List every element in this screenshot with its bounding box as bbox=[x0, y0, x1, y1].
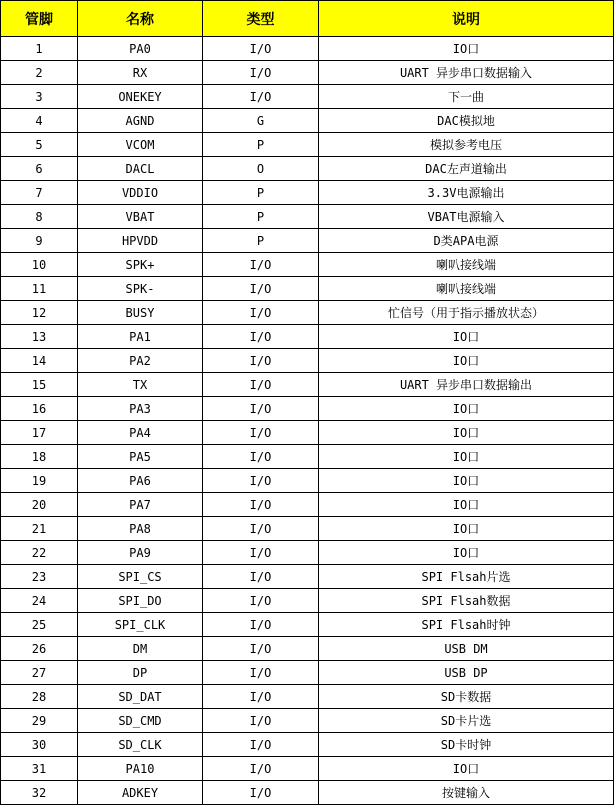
table-row bbox=[1, 229, 614, 253]
cell-pin: 9 bbox=[1, 229, 78, 253]
cell-pin: 5 bbox=[1, 133, 78, 157]
cell-name: PA8 bbox=[78, 517, 203, 541]
table-row bbox=[1, 541, 614, 565]
cell-type: I/O bbox=[203, 757, 319, 781]
cell-name: SPI_CS bbox=[78, 565, 203, 589]
cell-pin: 13 bbox=[1, 325, 78, 349]
cell-type: I/O bbox=[203, 85, 319, 109]
header-description: 说明 bbox=[319, 1, 614, 37]
cell-pin: 24 bbox=[1, 589, 78, 613]
cell-pin: 29 bbox=[1, 709, 78, 733]
table-row bbox=[1, 637, 614, 661]
cell-description: D类APA电源 bbox=[319, 229, 614, 253]
cell-pin: 31 bbox=[1, 757, 78, 781]
cell-pin: 10 bbox=[1, 253, 78, 277]
table-row bbox=[1, 301, 614, 325]
header-row bbox=[1, 1, 614, 37]
cell-type: I/O bbox=[203, 373, 319, 397]
cell-description: 喇叭接线端 bbox=[319, 253, 614, 277]
cell-pin: 32 bbox=[1, 781, 78, 805]
cell-description: 3.3V电源输出 bbox=[319, 181, 614, 205]
table-row bbox=[1, 421, 614, 445]
cell-type: I/O bbox=[203, 733, 319, 757]
cell-description: DAC左声道输出 bbox=[319, 157, 614, 181]
cell-type: I/O bbox=[203, 541, 319, 565]
cell-type: I/O bbox=[203, 397, 319, 421]
cell-pin: 26 bbox=[1, 637, 78, 661]
cell-name: PA6 bbox=[78, 469, 203, 493]
cell-type: I/O bbox=[203, 685, 319, 709]
cell-name: TX bbox=[78, 373, 203, 397]
cell-name: SPI_DO bbox=[78, 589, 203, 613]
cell-pin: 2 bbox=[1, 61, 78, 85]
cell-description: UART 异步串口数据输入 bbox=[319, 61, 614, 85]
cell-pin: 1 bbox=[1, 37, 78, 61]
cell-pin: 15 bbox=[1, 373, 78, 397]
cell-type: O bbox=[203, 157, 319, 181]
cell-description: VBAT电源输入 bbox=[319, 205, 614, 229]
cell-name: SPI_CLK bbox=[78, 613, 203, 637]
cell-name: RX bbox=[78, 61, 203, 85]
cell-pin: 19 bbox=[1, 469, 78, 493]
cell-pin: 23 bbox=[1, 565, 78, 589]
cell-pin: 11 bbox=[1, 277, 78, 301]
cell-type: P bbox=[203, 229, 319, 253]
cell-description: IO口 bbox=[319, 445, 614, 469]
cell-pin: 7 bbox=[1, 181, 78, 205]
cell-name: PA4 bbox=[78, 421, 203, 445]
cell-pin: 4 bbox=[1, 109, 78, 133]
cell-type: I/O bbox=[203, 421, 319, 445]
table-body bbox=[1, 37, 614, 805]
cell-type: I/O bbox=[203, 493, 319, 517]
table-row bbox=[1, 157, 614, 181]
cell-pin: 17 bbox=[1, 421, 78, 445]
table-row bbox=[1, 205, 614, 229]
cell-name: PA10 bbox=[78, 757, 203, 781]
table-row bbox=[1, 469, 614, 493]
cell-name: SPK+ bbox=[78, 253, 203, 277]
cell-description: IO口 bbox=[319, 397, 614, 421]
table-row bbox=[1, 373, 614, 397]
cell-description: SPI Flsah片选 bbox=[319, 565, 614, 589]
cell-name: PA3 bbox=[78, 397, 203, 421]
cell-type: I/O bbox=[203, 301, 319, 325]
cell-type: I/O bbox=[203, 517, 319, 541]
cell-description: SD卡时钟 bbox=[319, 733, 614, 757]
cell-pin: 25 bbox=[1, 613, 78, 637]
table-row bbox=[1, 109, 614, 133]
cell-type: P bbox=[203, 181, 319, 205]
cell-type: I/O bbox=[203, 565, 319, 589]
cell-pin: 30 bbox=[1, 733, 78, 757]
cell-type: I/O bbox=[203, 661, 319, 685]
cell-description: IO口 bbox=[319, 325, 614, 349]
cell-type: P bbox=[203, 205, 319, 229]
cell-description: SD卡片选 bbox=[319, 709, 614, 733]
header-type: 类型 bbox=[203, 1, 319, 37]
cell-type: I/O bbox=[203, 37, 319, 61]
cell-name: DACL bbox=[78, 157, 203, 181]
cell-description: IO口 bbox=[319, 517, 614, 541]
cell-type: I/O bbox=[203, 445, 319, 469]
cell-description: IO口 bbox=[319, 349, 614, 373]
cell-description: SPI Flsah时钟 bbox=[319, 613, 614, 637]
cell-name: VDDIO bbox=[78, 181, 203, 205]
table-row bbox=[1, 133, 614, 157]
cell-description: 模拟参考电压 bbox=[319, 133, 614, 157]
cell-description: 喇叭接线端 bbox=[319, 277, 614, 301]
cell-description: 下一曲 bbox=[319, 85, 614, 109]
cell-description: DAC模拟地 bbox=[319, 109, 614, 133]
cell-type: I/O bbox=[203, 589, 319, 613]
cell-name: PA5 bbox=[78, 445, 203, 469]
table-row bbox=[1, 181, 614, 205]
cell-type: I/O bbox=[203, 277, 319, 301]
cell-name: DP bbox=[78, 661, 203, 685]
cell-name: DM bbox=[78, 637, 203, 661]
table-row bbox=[1, 661, 614, 685]
table-row bbox=[1, 253, 614, 277]
cell-description: 按键输入 bbox=[319, 781, 614, 805]
cell-pin: 18 bbox=[1, 445, 78, 469]
table-row bbox=[1, 733, 614, 757]
table-row bbox=[1, 37, 614, 61]
cell-pin: 8 bbox=[1, 205, 78, 229]
cell-type: I/O bbox=[203, 325, 319, 349]
cell-pin: 20 bbox=[1, 493, 78, 517]
table-row bbox=[1, 709, 614, 733]
table-row bbox=[1, 349, 614, 373]
cell-type: P bbox=[203, 133, 319, 157]
cell-name: PA0 bbox=[78, 37, 203, 61]
cell-name: HPVDD bbox=[78, 229, 203, 253]
cell-name: SD_CMD bbox=[78, 709, 203, 733]
cell-pin: 12 bbox=[1, 301, 78, 325]
table-row bbox=[1, 565, 614, 589]
cell-name: PA9 bbox=[78, 541, 203, 565]
cell-pin: 21 bbox=[1, 517, 78, 541]
table-row bbox=[1, 325, 614, 349]
cell-pin: 16 bbox=[1, 397, 78, 421]
table-row bbox=[1, 445, 614, 469]
cell-pin: 28 bbox=[1, 685, 78, 709]
table-row bbox=[1, 757, 614, 781]
cell-type: I/O bbox=[203, 781, 319, 805]
cell-description: USB DM bbox=[319, 637, 614, 661]
cell-name: VBAT bbox=[78, 205, 203, 229]
table-row bbox=[1, 517, 614, 541]
cell-description: IO口 bbox=[319, 421, 614, 445]
cell-name: PA7 bbox=[78, 493, 203, 517]
cell-description: USB DP bbox=[319, 661, 614, 685]
cell-description: IO口 bbox=[319, 493, 614, 517]
cell-type: I/O bbox=[203, 709, 319, 733]
table-row bbox=[1, 397, 614, 421]
cell-name: BUSY bbox=[78, 301, 203, 325]
header-name: 名称 bbox=[78, 1, 203, 37]
cell-type: I/O bbox=[203, 253, 319, 277]
table-row bbox=[1, 277, 614, 301]
cell-description: IO口 bbox=[319, 757, 614, 781]
cell-name: SPK- bbox=[78, 277, 203, 301]
cell-name: SD_CLK bbox=[78, 733, 203, 757]
cell-pin: 27 bbox=[1, 661, 78, 685]
header-pin: 管脚 bbox=[1, 1, 78, 37]
table-row bbox=[1, 61, 614, 85]
table-row bbox=[1, 493, 614, 517]
cell-name: SD_DAT bbox=[78, 685, 203, 709]
cell-pin: 14 bbox=[1, 349, 78, 373]
table-row bbox=[1, 589, 614, 613]
cell-name: PA2 bbox=[78, 349, 203, 373]
cell-description: SD卡数据 bbox=[319, 685, 614, 709]
cell-pin: 22 bbox=[1, 541, 78, 565]
table-row bbox=[1, 613, 614, 637]
cell-type: I/O bbox=[203, 613, 319, 637]
cell-description: SPI Flsah数据 bbox=[319, 589, 614, 613]
cell-type: I/O bbox=[203, 61, 319, 85]
cell-type: I/O bbox=[203, 349, 319, 373]
cell-description: UART 异步串口数据输出 bbox=[319, 373, 614, 397]
cell-description: IO口 bbox=[319, 37, 614, 61]
cell-description: IO口 bbox=[319, 541, 614, 565]
cell-type: G bbox=[203, 109, 319, 133]
table-row bbox=[1, 685, 614, 709]
cell-type: I/O bbox=[203, 637, 319, 661]
cell-description: 忙信号（用于指示播放状态） bbox=[319, 301, 614, 325]
cell-type: I/O bbox=[203, 469, 319, 493]
table-row bbox=[1, 781, 614, 805]
cell-pin: 6 bbox=[1, 157, 78, 181]
cell-name: VCOM bbox=[78, 133, 203, 157]
cell-pin: 3 bbox=[1, 85, 78, 109]
cell-name: ADKEY bbox=[78, 781, 203, 805]
cell-name: ONEKEY bbox=[78, 85, 203, 109]
cell-name: AGND bbox=[78, 109, 203, 133]
cell-name: PA1 bbox=[78, 325, 203, 349]
cell-description: IO口 bbox=[319, 469, 614, 493]
table-row bbox=[1, 85, 614, 109]
table-header bbox=[1, 1, 614, 37]
